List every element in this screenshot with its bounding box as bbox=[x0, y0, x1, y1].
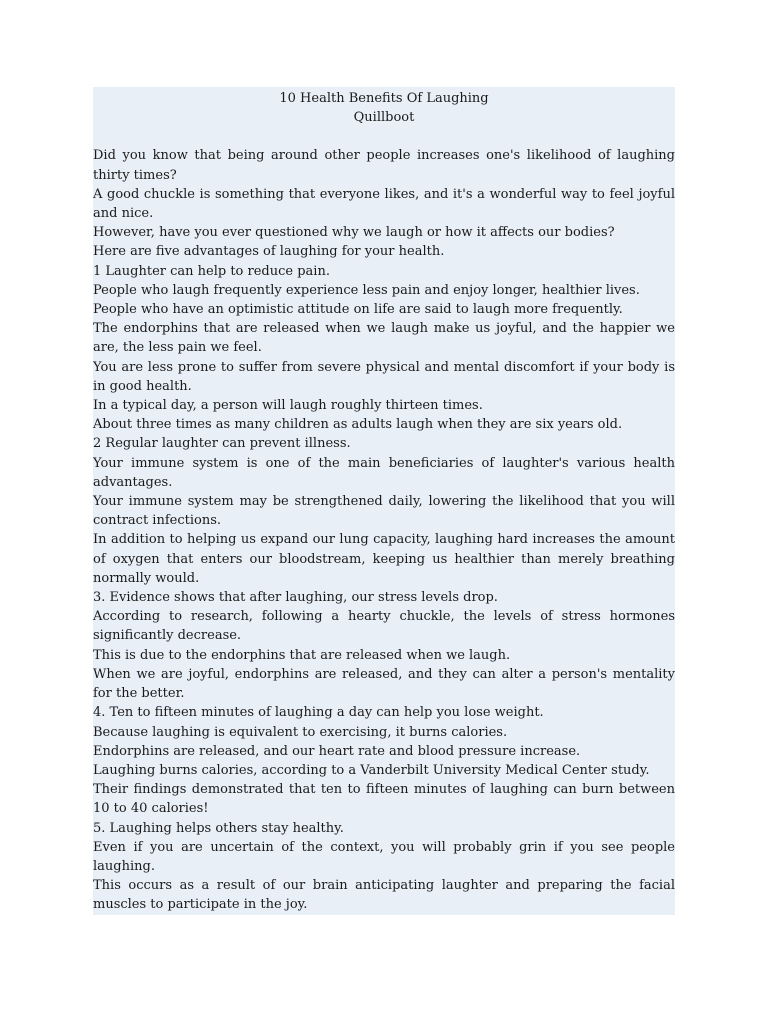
paragraph: 5. Laughing helps others stay healthy. bbox=[93, 820, 344, 836]
paragraph: Laughing burns calories, according to a Vanderbilt University Medical Center study. bbox=[93, 762, 650, 778]
paragraph: You are less prone to suffer from severe physical and mental discomfort if your body is in good health. bbox=[93, 359, 675, 394]
paragraph: People who laugh frequently experience less pain and enjoy longer, healthier lives. bbox=[93, 282, 640, 298]
paragraph: Here are five advantages of laughing for your health. bbox=[93, 244, 445, 260]
paragraph: This occurs as a result of our brain anticipating laughter and preparing the facial muscles to participate in the joy. bbox=[93, 878, 675, 913]
paragraph: 2 Regular laughter can prevent illness. bbox=[93, 436, 351, 452]
paragraph: Because laughing is equivalent to exercising, it burns calories. bbox=[93, 724, 508, 740]
paragraph: Your immune system may be strengthened daily, lowering the likelihood that you will contract infections. bbox=[93, 494, 675, 529]
document-body bbox=[93, 87, 675, 915]
paragraph: In addition to helping us expand our lung capacity, laughing hard increases the amount of oxygen that enters our bloodstream, keeping us healthier than merely breathing normally would. bbox=[93, 532, 675, 586]
paragraph: Even if you are uncertain of the context, you will probably grin if you see people laughing. bbox=[93, 839, 675, 874]
paragraph: A good chuckle is something that everyone likes, and it's a wonderful way to feel joyful and nice. bbox=[93, 186, 675, 222]
document-title: 10 Health Benefits Of Laughing bbox=[279, 91, 489, 106]
paragraph-list bbox=[93, 146, 675, 914]
paragraph: 3. Evidence shows that after laughing, our stress levels drop. bbox=[93, 590, 498, 606]
paragraph: In a typical day, a person will laugh roughly thirteen times. bbox=[93, 398, 483, 414]
paragraph: 1 Laughter can help to reduce pain. bbox=[93, 263, 330, 279]
paragraph: This is due to the endorphins that are released when we laugh. bbox=[93, 647, 511, 663]
paragraph: Your immune system is one of the main beneficiaries of laughter's various health advantages. bbox=[93, 455, 675, 490]
paragraph: Did you know that being around other people increases one's likelihood of laughing thirty times? bbox=[93, 148, 675, 183]
spacer bbox=[93, 127, 675, 146]
document-author: Quillboot bbox=[353, 110, 415, 126]
paragraph: Their findings demonstrated that ten to fifteen minutes of laughing can burn between 10 to 40 calories! bbox=[93, 782, 675, 817]
paragraph: 4. Ten to fifteen minutes of laughing a day can help you lose weight. bbox=[93, 705, 544, 721]
paragraph: When we are joyful, endorphins are released, and they can alter a person's mentality for the better. bbox=[93, 666, 675, 702]
paragraph: However, have you ever questioned why we laugh or how it affects our bodies? bbox=[93, 225, 615, 241]
paragraph: People who have an optimistic attitude on life are said to laugh more frequently. bbox=[93, 302, 623, 318]
paragraph: The endorphins that are released when we laugh make us joyful, and the happier we are, the less pain we feel. bbox=[93, 321, 675, 356]
paragraph: Endorphins are released, and our heart rate and blood pressure increase. bbox=[93, 743, 581, 759]
paragraph: According to research, following a hearty chuckle, the levels of stress hormones significantly decrease. bbox=[93, 609, 675, 644]
paragraph: About three times as many children as adults laugh when they are six years old. bbox=[93, 417, 623, 433]
